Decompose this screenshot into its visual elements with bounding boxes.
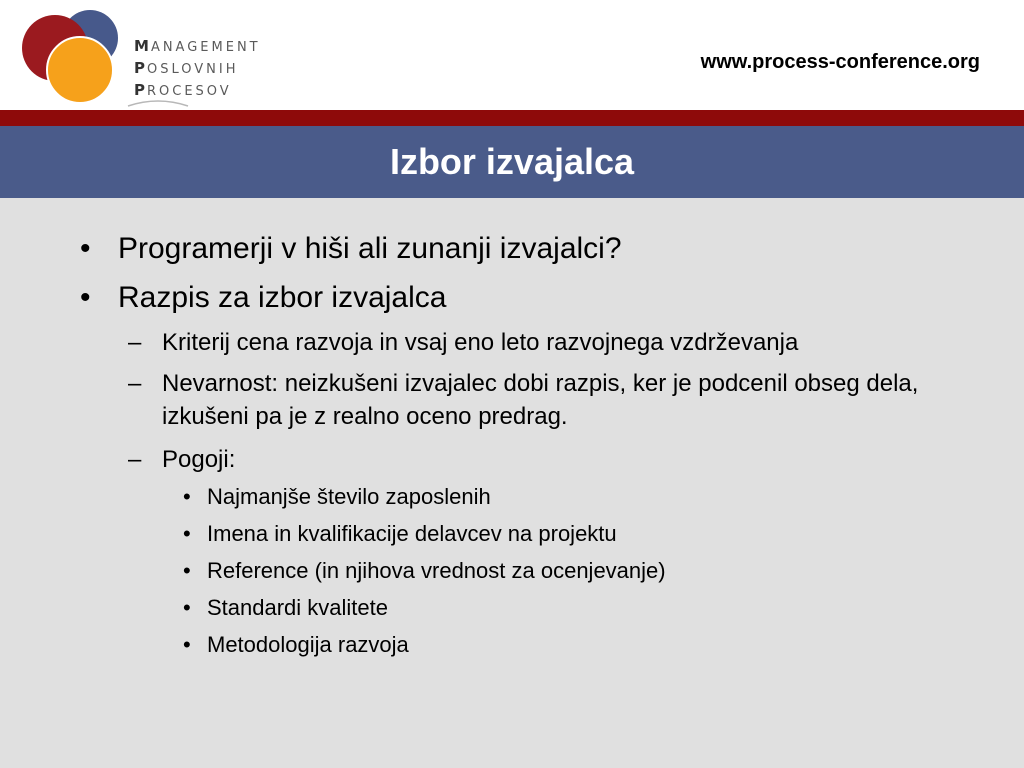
sub-bullet-text: Pogoji: [162, 446, 236, 473]
logo-line-3: PROCESOV [134, 81, 232, 99]
logo-line-2: POSLOVNIH [134, 59, 239, 77]
condition-text: Reference (in njihova vrednost za ocenjevanje) [207, 558, 666, 583]
condition-marker: • [183, 558, 191, 583]
condition-text: Imena in kvalifikacije delavcev na projektu [207, 521, 617, 546]
bullet-marker: • [80, 281, 91, 314]
bullet-text: Programerji v hiši ali zunanji izvajalci? [118, 232, 622, 265]
logo-circles-icon [20, 4, 126, 108]
logo [0, 0, 280, 110]
condition-text: Standardi kvalitete [207, 595, 388, 620]
condition-text: Najmanjše število zaposlenih [207, 484, 491, 509]
logo-arc-icon [126, 96, 190, 108]
condition-text: Metodologija razvoja [207, 632, 409, 657]
condition-marker: • [183, 595, 191, 620]
sub-bullet-text: Kriterij cena razvoja in vsaj eno leto razvojnega vzdrževanja [162, 329, 799, 356]
sub-bullet-marker: – [128, 446, 142, 473]
condition-marker: • [183, 632, 191, 657]
condition-marker: • [183, 521, 191, 546]
slide-title: Izbor izvajalca [389, 141, 635, 182]
bullet-marker: • [80, 232, 91, 265]
bullet-text: Razpis za izbor izvajalca [118, 281, 447, 314]
logo-orange-circle [47, 37, 113, 103]
red-band [0, 110, 1024, 126]
conference-url[interactable]: www.process-conference.org [700, 51, 980, 73]
sub-bullet-text: Nevarnost: neizkušeni izvajalec dobi razpis, ker je podcenil obseg dela, izkušeni pa je z realno oceno predrag. [162, 370, 919, 430]
logo-text [134, 36, 261, 102]
logo-line-1: MANAGEMENT [134, 37, 261, 55]
condition-marker: • [183, 484, 191, 509]
header [0, 0, 1024, 110]
sub-bullet-marker: – [128, 370, 142, 397]
sub-bullet-marker: – [128, 329, 142, 356]
